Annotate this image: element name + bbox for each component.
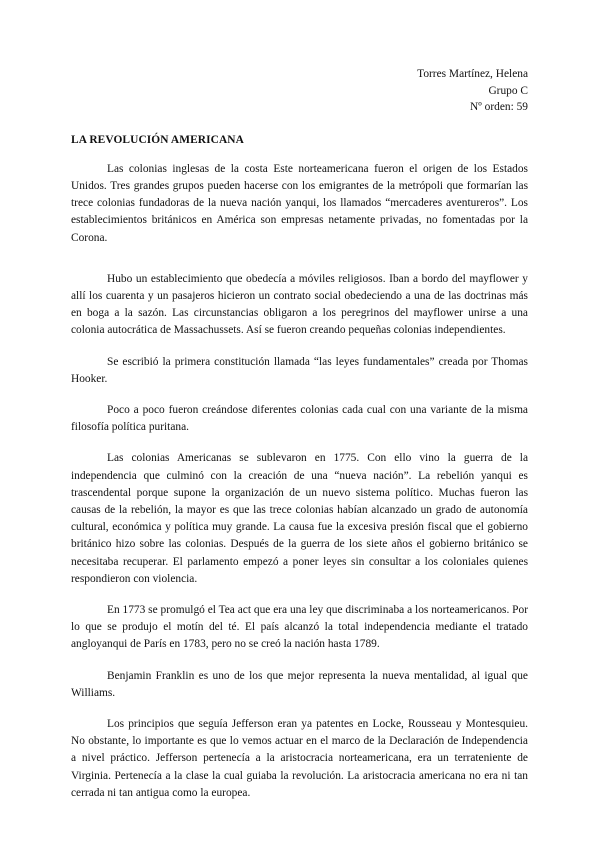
- paragraph-2: Hubo un establecimiento que obedecía a móviles religiosos. Iban a bordo del mayflower y allí los cuarenta y un pasajeros hicieron un contrato social obedeciendo a una de las doctrinas más en boga a la sazón. Las circunstancias obligaron a los peregrinos del mayflower unirse a una colonia autocrática de Massachussets. Así se fueron creando pequeñas colonias independientes.: [71, 272, 528, 337]
- document-title: LA REVOLUCIÓN AMERICANA: [71, 133, 244, 146]
- paragraph-7: Benjamin Franklin es uno de los que mejor representa la nueva mentalidad, al igual que Williams.: [71, 669, 528, 699]
- paragraph-8: Los principios que seguía Jefferson eran ya patentes en Locke, Rousseau y Montesquieu. No obstante, lo importante es que lo vemos actuar en el marco de la Declaración de Independencia a nivel práctico. Jefferson pertenecía a la aristocracia norteamericana, era un terrateniente de Virginia. Pertenecía a la clase la cual guiaba la revolución. La aristocracia americana no era ni tan cerrada ni tan antigua como la europea.: [71, 717, 528, 799]
- paragraph-3: Se escribió la primera constitución llamada “las leyes fundamentales” creada por Thomas Hooker.: [71, 355, 528, 385]
- document-header: [71, 66, 528, 116]
- paragraph-1: Las colonias inglesas de la costa Este norteamericana fueron el origen de los Estados Unidos. Tres grandes grupos pueden hacerse con los emigrantes de la metrópoli que formarían las trece colonias fundadoras de la nueva nación yanqui, los llamados “mercaderes aventureros”. Los establecimientos británicos en América son empresas netamente privadas, no fomentadas por la Corona.: [71, 162, 528, 244]
- document-page: [71, 66, 528, 816]
- group-label: Grupo C: [488, 84, 528, 97]
- author-name: Torres Martínez, Helena: [417, 68, 528, 80]
- paragraph-4: Poco a poco fueron creándose diferentes colonias cada cual con una variante de la misma filosofía política puritana.: [71, 403, 528, 434]
- order-number: Nº orden: 59: [470, 101, 528, 113]
- paragraph-6: En 1773 se promulgó el Tea act que era una ley que discriminaba a los norteamericanos. Por lo que se produjo el motín del té. El país alcanzó la total independencia mediante el tratado angloyanqui de París en 1783, pero no se creó la nación hasta 1789.: [71, 603, 528, 651]
- paragraph-5: Las colonias Americanas se sublevaron en 1775. Con ello vino la guerra de la independencia que culminó con la creación de una “nueva nación”. La rebelión yanqui es trascendental porque supone la organización de un nuevo sistema político. Muchas fueron las causas de la rebelión, la mayor es que las trece colonias habían alcanzado un grado de autonomía cultural, económica y política muy grande. La causa fue la excesiva presión fiscal que el gobierno británico hizo sobre las colonias. Después de la guerra de los siete años el gobierno británico se necesitaba recuperar. El parlamento empezó a poner leyes sin consultar a los coloniales quienes respondieron con violencia.: [71, 452, 528, 585]
